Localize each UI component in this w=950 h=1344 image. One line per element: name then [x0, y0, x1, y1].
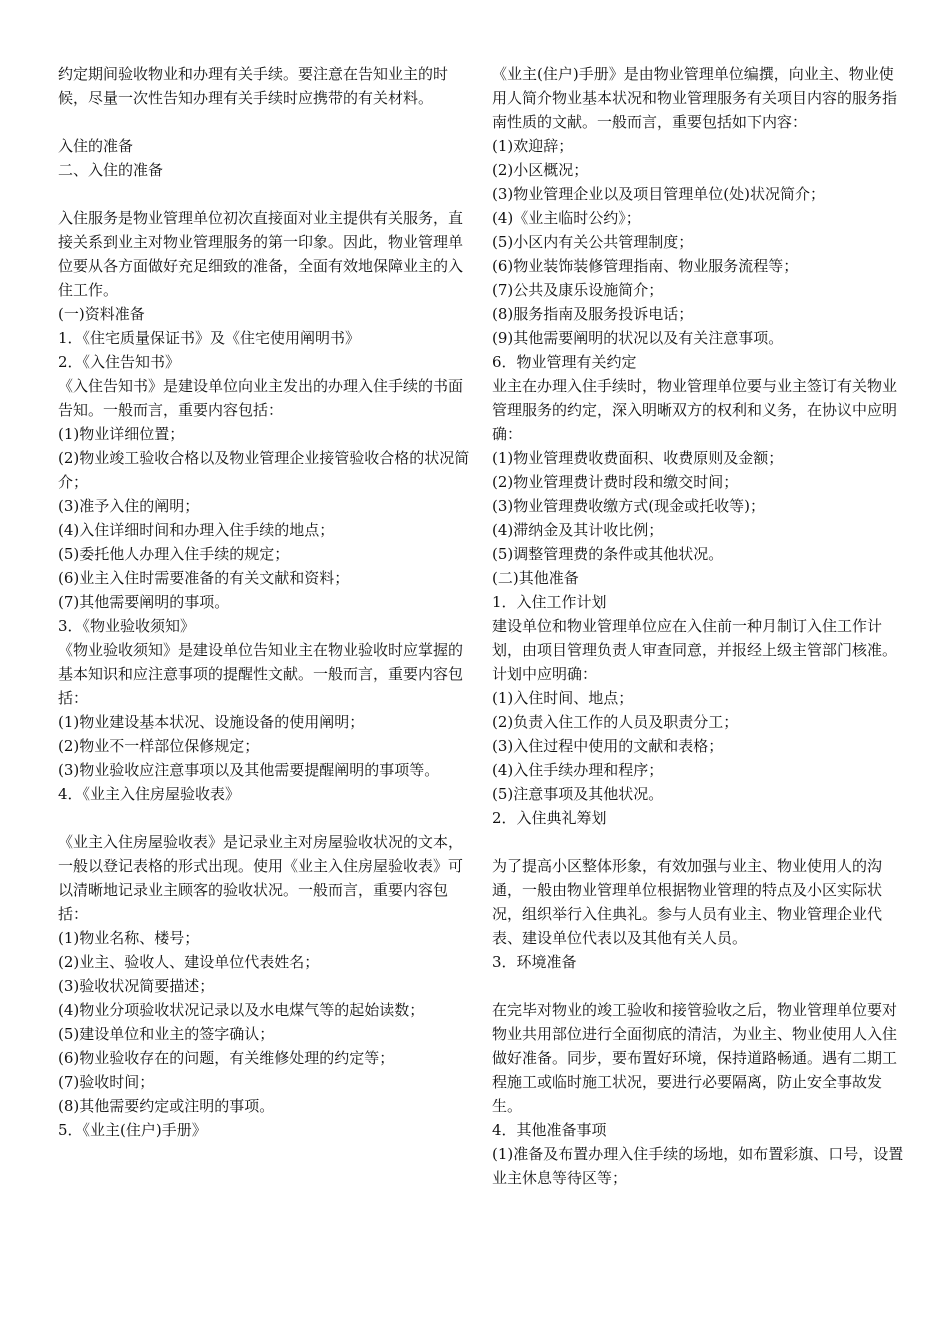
paragraph: (2)物业管理费计费时段和缴交时间； [492, 473, 739, 491]
paragraph: 为了提高小区整体形象，有效加强与业主、物业使用人的沟通，一般由物业管理单位根据物业管理的特点及小区实际状况，组织举行入住典礼。参与人员有业主、物业管理企业代表、建设单位代表以及其他有关人员。 [492, 857, 883, 947]
paragraph: (1)欢迎辞； [492, 137, 574, 155]
paragraph: (2)物业不一样部位保修规定； [58, 737, 260, 755]
paragraph: (3)入住过程中使用的文献和表格； [492, 737, 724, 755]
paragraph: (1)入住时间、地点； [492, 689, 634, 707]
paragraph: 3．环境准备 [492, 953, 577, 971]
paragraph: 入住服务是物业管理单位初次直接面对业主提供有关服务，直接关系到业主对物业管理服务的第一印象。因此，物业管理单位要从各方面做好充足细致的准备，全面有效地保障业主的入住工作。 [58, 209, 464, 299]
paragraph: (2)业主、验收人、建设单位代表姓名； [58, 953, 320, 971]
paragraph: 入住的准备 [58, 137, 134, 155]
paragraph: 4．《业主入住房屋验收表》 [58, 785, 241, 803]
paragraph: 3．《物业验收须知》 [58, 617, 196, 635]
right-text-column [492, 62, 904, 1190]
paragraph: (5)注意事项及其他状况。 [492, 785, 664, 803]
paragraph: 1．《住宅质量保证书》及《住宅使用阐明书》 [58, 329, 361, 347]
paragraph: (2)物业竣工验收合格以及物业管理企业接管验收合格的状况简介； [58, 449, 470, 491]
paragraph: (9)其他需要阐明的状况以及有关注意事项。 [492, 329, 784, 347]
paragraph: (3)物业管理企业以及项目管理单位(处)状况简介； [492, 185, 825, 203]
paragraph: (1)物业管理费收费面积、收费原则及金额； [492, 449, 784, 467]
paragraph: (5)委托他人办理入住手续的规定； [58, 545, 290, 563]
paragraph: (7)其他需要阐明的事项。 [58, 593, 230, 611]
paragraph: (二)其他准备 [492, 569, 579, 587]
paragraph: (3)物业管理费收缴方式(现金或托收等)； [492, 497, 765, 515]
paragraph: 2．《入住告知书》 [58, 353, 181, 371]
paragraph: 二、入住的准备 [58, 161, 164, 179]
paragraph: (3)准予入住的阐明； [58, 497, 200, 515]
paragraph: 业主在办理入住手续时，物业管理单位要与业主签订有关物业管理服务的约定，深入明晰双方的权利和义务，在协议中应明确： [492, 377, 898, 443]
paragraph: (4)物业分项验收状况记录以及水电煤气等的起始读数； [58, 1001, 425, 1019]
paragraph: (2)小区概况； [492, 161, 589, 179]
left-text-column [58, 62, 470, 1142]
paragraph: (8)服务指南及服务投诉电话； [492, 305, 694, 323]
paragraph: (1)物业名称、楼号； [58, 929, 200, 947]
paragraph: 在完毕对物业的竣工验收和接管验收之后，物业管理单位要对物业共用部位进行全面彻底的清洁，为业主、物业使用人入住做好准备。同步，要布置好环境，保持道路畅通。遇有二期工程施工或临时施工状况，要进行必要隔离，防止安全事故发生。 [492, 1001, 898, 1115]
paragraph: (8)其他需要约定或注明的事项。 [58, 1097, 275, 1115]
paragraph: (6)业主入住时需要准备的有关文献和资料； [58, 569, 350, 587]
paragraph: (4)入住详细时间和办理入住手续的地点； [58, 521, 335, 539]
paragraph: (4)入住手续办理和程序； [492, 761, 664, 779]
paragraph: (5)调整管理费的条件或其他状况。 [492, 545, 724, 563]
paragraph: 6．物业管理有关约定 [492, 353, 637, 371]
paragraph: (1)物业建设基本状况、设施设备的使用阐明； [58, 713, 365, 731]
paragraph: (7)公共及康乐设施简介； [492, 281, 664, 299]
paragraph: (1)物业详细位置； [58, 425, 185, 443]
paragraph: (2)负责入住工作的人员及职责分工； [492, 713, 739, 731]
paragraph: 《业主入住房屋验收表》是记录业主对房屋验收状况的文本，一般以登记表格的形式出现。使用《业主入住房屋验收表》可以清晰地记录业主顾客的验收状况。一般而言，重要内容包括： [58, 833, 464, 923]
paragraph: (7)验收时间； [58, 1073, 155, 1091]
paragraph: (3)验收状况简要描述； [58, 977, 215, 995]
paragraph: (4)《业主临时公约》； [492, 209, 641, 227]
paragraph: (一)资料准备 [58, 305, 145, 323]
paragraph: (1)准备及布置办理入住手续的场地，如布置彩旗、口号，设置业主休息等待区等； [492, 1145, 904, 1187]
paragraph: (5)建设单位和业主的签字确认； [58, 1025, 275, 1043]
paragraph: 《入住告知书》是建设单位向业主发出的办理入住手续的书面告知。一般而言，重要内容包括： [58, 377, 464, 419]
paragraph: 1．入住工作计划 [492, 593, 607, 611]
paragraph: 《物业验收须知》是建设单位告知业主在物业验收时应掌握的基本知识和应注意事项的提醒性文献。一般而言，重要内容包括： [58, 641, 464, 707]
paragraph: 约定期间验收物业和办理有关手续。要注意在告知业主的时候，尽量一次性告知办理有关手续时应携带的有关材料。 [58, 65, 449, 107]
paragraph: (6)物业验收存在的问题，有关维修处理的约定等； [58, 1049, 395, 1067]
paragraph: 建设单位和物业管理单位应在入住前一种月制订入住工作计划，由项目管理负责人审查同意，并报经上级主管部门核准。计划中应明确： [492, 617, 898, 683]
paragraph: (6)物业装饰装修管理指南、物业服务流程等； [492, 257, 799, 275]
paragraph: 4．其他准备事项 [492, 1121, 607, 1139]
paragraph: (4)滞纳金及其计收比例； [492, 521, 664, 539]
paragraph: 5．《业主(住户)手册》 [58, 1121, 207, 1139]
paragraph: (5)小区内有关公共管理制度； [492, 233, 694, 251]
paragraph: 《业主(住户)手册》是由物业管理单位编撰，向业主、物业使用人简介物业基本状况和物业管理服务有关项目内容的服务指南性质的文献。一般而言，重要包括如下内容： [492, 65, 898, 131]
paragraph: 2．入住典礼筹划 [492, 809, 607, 827]
paragraph: (3)物业验收应注意事项以及其他需要提醒阐明的事项等。 [58, 761, 440, 779]
